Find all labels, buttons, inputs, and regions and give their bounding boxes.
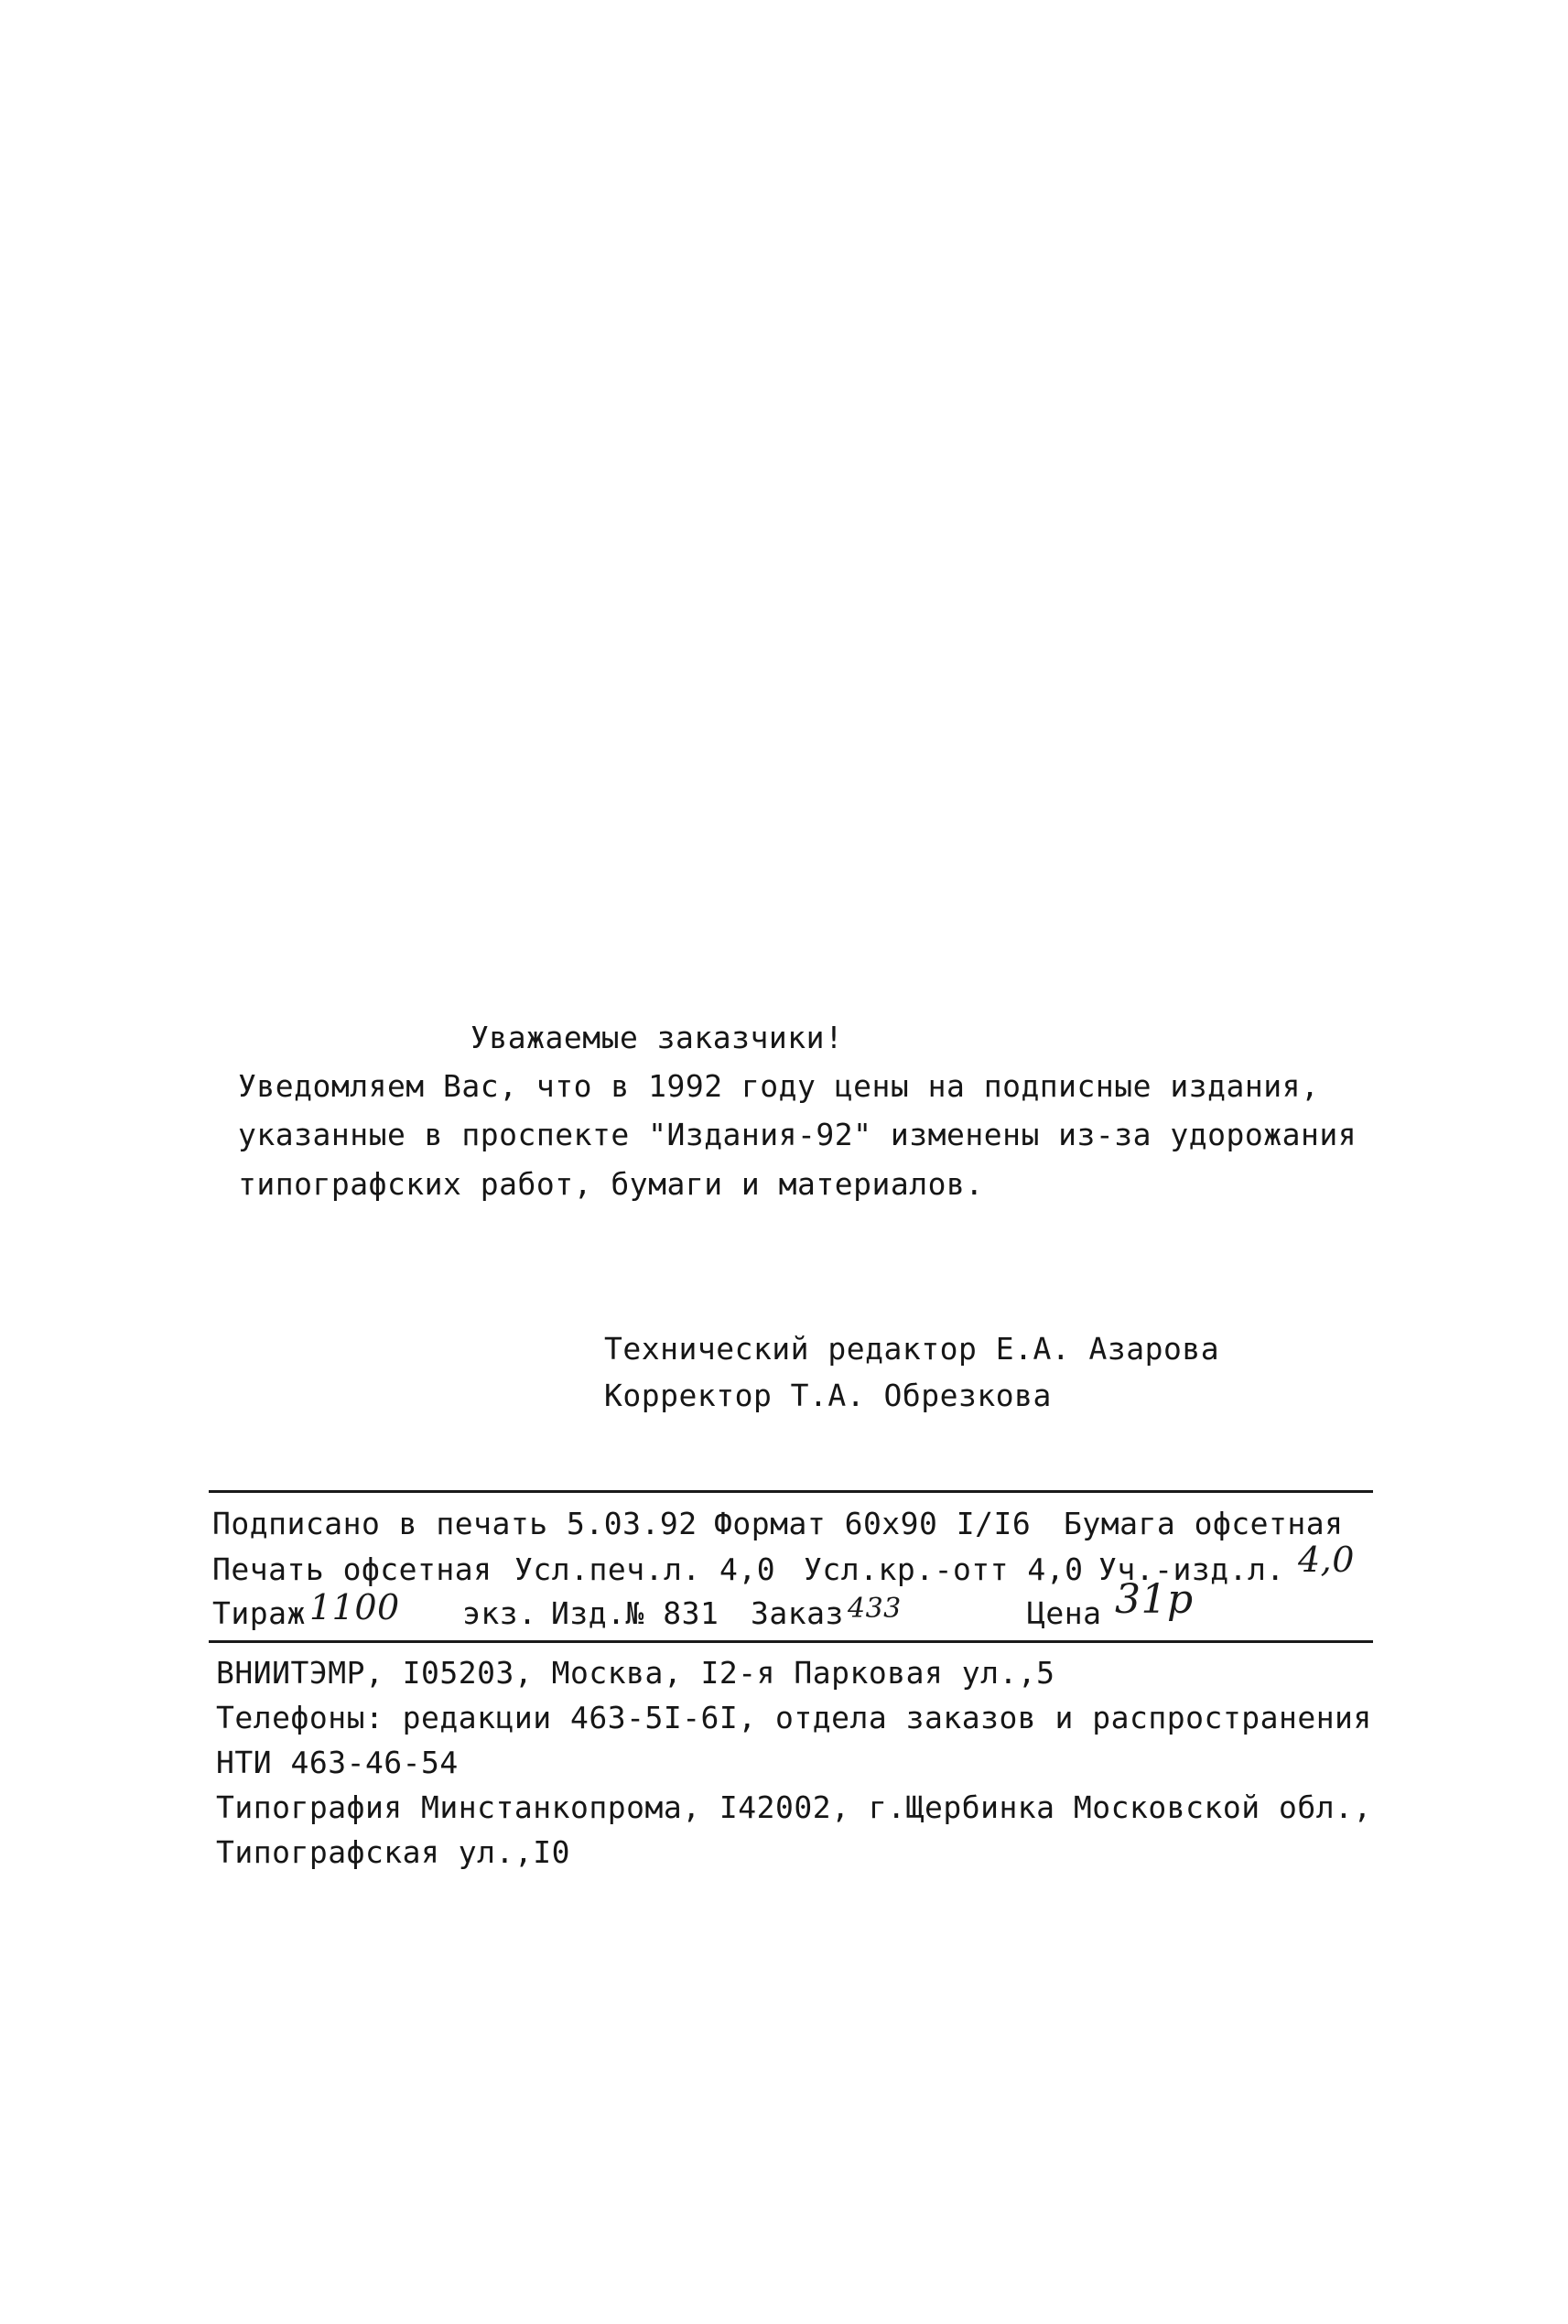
imprint-ekz: экз. [462,1595,537,1631]
notice-line: указанные в проспекте "Издания-92" изменены из-за удорожания [238,1117,1357,1152]
imprint-izd-no: Изд.№ 831 [551,1595,719,1631]
imprint-print: Печать офсетная [212,1551,492,1587]
imprint-price-label: Цена [1027,1595,1102,1631]
imprint-paper: Бумага офсетная [1064,1506,1344,1541]
imprint-usl-pech: Усл.печ.л. 4,0 [514,1551,776,1587]
corrector-credit: Корректор Т.А. Обрезкова [604,1378,1052,1413]
printing-house: Типография Минстанкопрома, I42002, г.Щербинка Московской обл., [216,1789,1372,1825]
imprint-bottom-rule [209,1640,1373,1643]
imprint-uch-izd-handwritten: 4,0 [1298,1540,1355,1580]
notice-line: типографских работ, бумаги и материалов. [238,1166,984,1202]
publisher-phones: Телефоны: редакции 463-5I-6I, отдела заказов и распространения [216,1700,1372,1735]
imprint-zakaz-label: Заказ [751,1595,844,1631]
imprint-price-handwritten: 31р [1115,1576,1194,1623]
imprint-tirazh-handwritten: 1100 [309,1587,400,1627]
imprint-signed: Подписано в печать 5.03.92 [212,1506,697,1541]
imprint-zakaz-handwritten: 433 [848,1593,902,1625]
imprint-uch-izd-label: Уч.-изд.л. [1098,1551,1285,1587]
imprint-usl-kr: Усл.кр.-отт 4,0 [804,1551,1084,1587]
tech-editor-credit: Технический редактор Е.А. Азарова [604,1331,1220,1367]
publisher-nti-phone: НТИ 463-46-54 [216,1745,459,1780]
imprint-tirazh-label: Тираж [212,1595,306,1631]
imprint-format: Формат 60x90 I/I6 [714,1506,1032,1541]
notice-greeting: Уважаемые заказчики! [470,1020,844,1055]
publisher-address: ВНИИТЭМР, I05203, Москва, I2-я Парковая ул.,5 [216,1655,1055,1691]
imprint-top-rule [209,1490,1373,1493]
printing-house-street: Типографская ул.,I0 [216,1834,570,1870]
notice-line: Уведомляем Вас, что в 1992 году цены на подписные издания, [238,1068,1320,1104]
